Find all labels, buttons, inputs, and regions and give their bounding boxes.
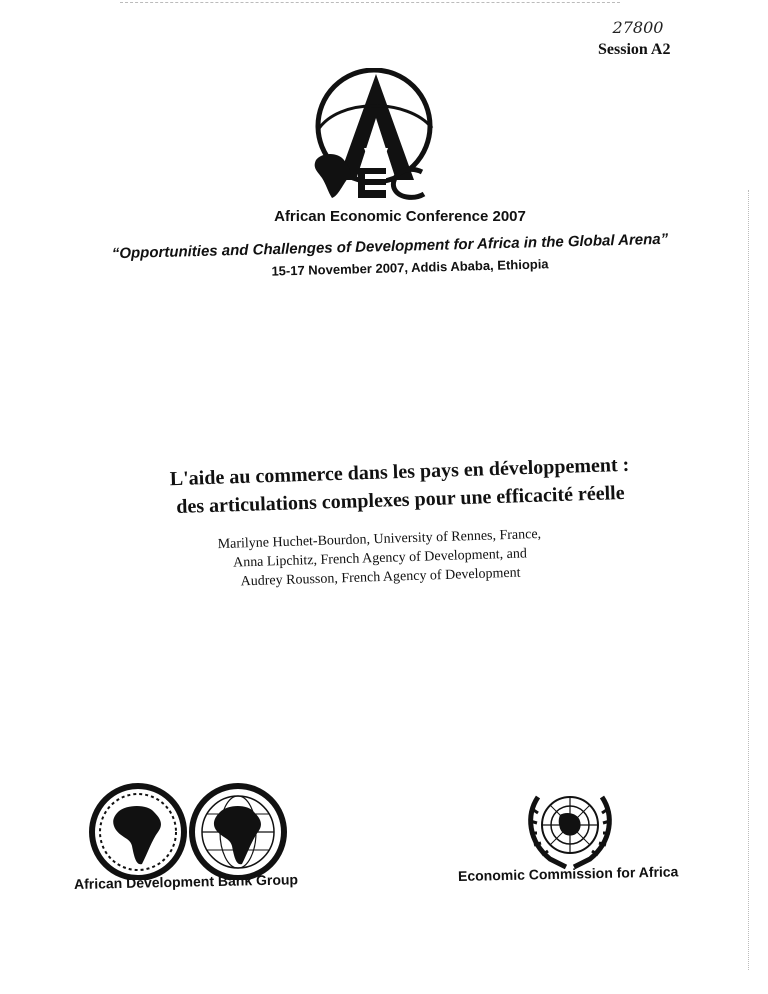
afdb-label: African Development Bank Group xyxy=(73,871,299,892)
conference-theme: “Opportunities and Challenges of Development for Africa in the Global Arena” xyxy=(111,230,669,263)
paper-title-line-1: L'aide au commerce dans les pays en développement : xyxy=(169,453,630,491)
scan-artifact-right xyxy=(748,190,751,970)
afdf-seal-icon xyxy=(192,786,284,878)
author-line: Audrey Rousson, French Agency of Development xyxy=(240,565,521,590)
un-emblem-icon xyxy=(520,785,620,873)
author-list xyxy=(199,524,561,592)
paper-title xyxy=(119,449,680,523)
session-label: Session A2 xyxy=(598,41,671,58)
author-line: Anna Lipchitz, French Agency of Development, and xyxy=(232,546,528,571)
author-line: Marilyne Huchet-Bourdon, University of Rennes, France, xyxy=(217,526,542,553)
aec-logo xyxy=(298,68,448,200)
scan-artifact-top xyxy=(120,2,620,7)
afdb-logos xyxy=(88,782,298,880)
conference-dates: 15-17 November 2007, Addis Ababa, Ethiopia xyxy=(271,256,549,279)
handwritten-number: 27800 xyxy=(612,18,664,37)
eca-label: Economic Commission for Africa xyxy=(457,863,679,884)
paper-title-line-2: des articulations complexes pour une efficacité réelle xyxy=(175,481,625,519)
afdb-seal-icon xyxy=(92,786,184,878)
conference-name: African Economic Conference 2007 xyxy=(274,208,526,225)
